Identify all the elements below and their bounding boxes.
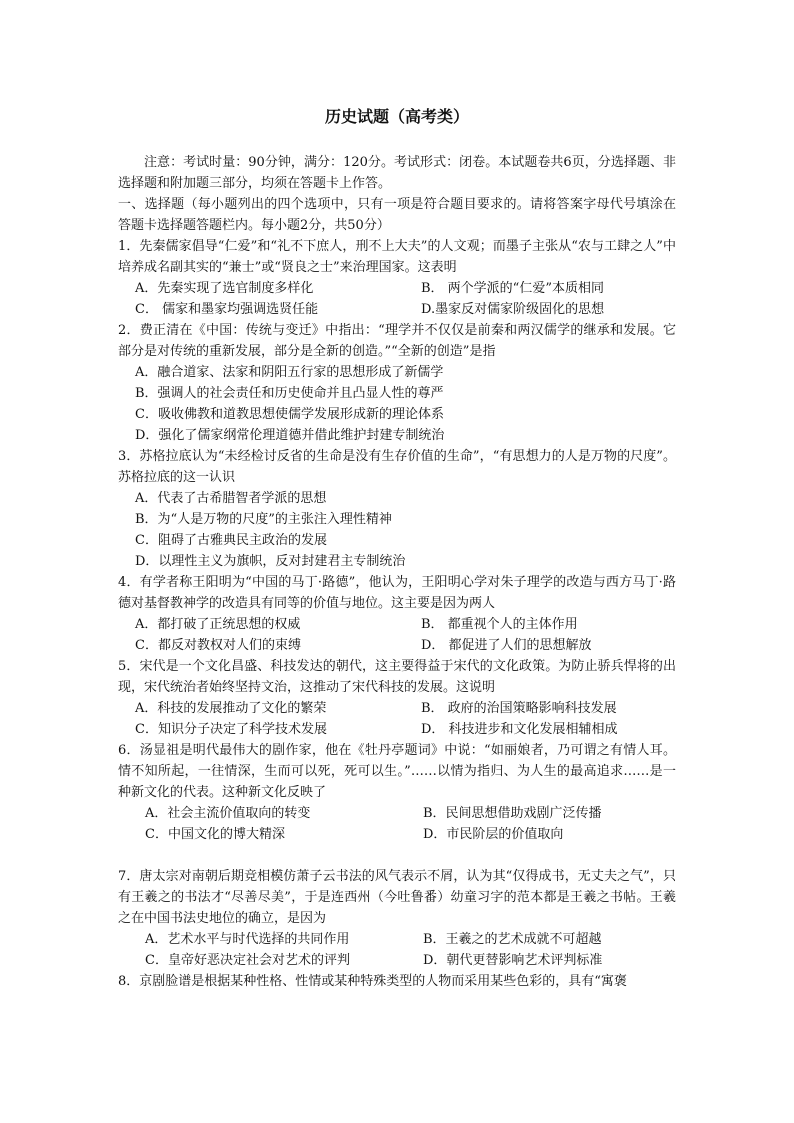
option-a: A．科技的发展推动了文化的繁荣 — [135, 701, 327, 716]
option-b: B． 政府的治国策略影响科技发展 — [421, 701, 617, 716]
option-row — [118, 635, 676, 656]
option-row — [118, 698, 676, 719]
option-c: C．中国文化的博大精深 — [145, 827, 285, 842]
option-row — [118, 278, 676, 299]
option-c: C． 儒家和墨家均强调选贤任能 — [135, 302, 319, 317]
option-a: A．艺术水平与时代选择的共同作用 — [145, 932, 350, 947]
option-c: C．都反对教权对人们的束缚 — [135, 638, 301, 653]
question-stem: 5．宋代是一个文化昌盛、科技发达的朝代，这主要得益于宋代的文化政策。为防止骄兵悍将的出现，宋代统治者始终坚持文治，这推动了宋代科技的发展。这说明 — [118, 659, 676, 695]
option-b: B．强调人的社会责任和历史使命并且凸显人性的尊严 — [135, 386, 444, 401]
question-stem: 7．唐太宗对南朝后期竞相模仿萧子云书法的风气表示不屑，认为其“仅得成书，无丈夫之气”，只有王羲之的书法才“尽善尽美”，于是连西州（今吐鲁番）幼童习字的范本都是王羲之书帖。王羲之在中国书法史地位的确立，是因为 — [118, 869, 676, 926]
option-b: B． 都重视个人的主体作用 — [421, 617, 578, 632]
option-d: D． 科技进步和文化发展相辅相成 — [421, 722, 618, 737]
option-a: A．融合道家、法家和阴阳五行家的思想形成了新儒学 — [135, 365, 444, 380]
exam-notice: 注意：考试时量：90分钟，满分：120分。考试形式：闭卷。本试题卷共6页，分选择题、非选择题和附加题三部分，均须在答题卡上作答。 — [118, 155, 676, 191]
option-row — [118, 950, 676, 971]
question-8 — [118, 971, 676, 992]
blank-line — [118, 845, 676, 866]
option-d: D．朝代更替影响艺术评判标准 — [423, 953, 603, 968]
option-d: D．市民阶层的价值取向 — [423, 827, 564, 842]
question-6 — [118, 740, 676, 845]
option-b: B．王羲之的艺术成就不可超越 — [423, 932, 602, 947]
option-d: D.墨家反对儒家阶级固化的思想 — [421, 302, 605, 317]
option-a: A．先秦实现了选官制度多样化 — [135, 281, 314, 296]
question-4 — [118, 572, 676, 656]
option-d: D．以理性主义为旗帜，反对封建君主专制统治 — [135, 554, 406, 569]
option-a: A．代表了古希腊智者学派的思想 — [135, 491, 327, 506]
question-2 — [118, 320, 676, 446]
question-stem: 8．京剧脸谱是根据某种性格、性情或某种特殊类型的人物而采用某些色彩的，具有“寓褒 — [118, 974, 627, 989]
option-a: A．社会主流价值取向的转变 — [145, 806, 311, 821]
option-c: C．知识分子决定了科学技术发展 — [135, 722, 327, 737]
option-row — [118, 299, 676, 320]
option-c: C．吸收佛教和道教思想使儒学发展形成新的理论体系 — [135, 407, 444, 422]
question-5 — [118, 656, 676, 740]
option-b: B．为“人是万物的尺度”的主张注入理性精神 — [135, 512, 392, 527]
question-7 — [118, 866, 676, 971]
option-c: C．阻碍了古雅典民主政治的发展 — [135, 533, 327, 548]
option-row — [118, 803, 676, 824]
option-b: B．民间思想借助戏剧广泛传播 — [423, 806, 602, 821]
option-c: C．皇帝好恶决定社会对艺术的评判 — [145, 953, 350, 968]
section-heading: 一、选择题（每小题列出的四个选项中，只有一项是符合题目要求的。请将答案字母代号填涂在答题卡选择题答题栏内。每小题2分，共50分） — [118, 197, 676, 233]
option-d: D． 都促进了人们的思想解放 — [421, 638, 592, 653]
option-row — [118, 824, 676, 845]
question-stem: 4．有学者称王阳明为“中国的马丁·路德”，他认为，王阳明心学对朱子理学的改造与西方马丁·路德对基督教神学的改造具有同等的价值与地位。这主要是因为两人 — [118, 575, 676, 611]
option-row — [118, 929, 676, 950]
question-stem: 2．费正清在《中国：传统与变迁》中指出：“理学并不仅仅是前秦和两汉儒学的继承和发展。它部分是对传统的重新发展，部分是全新的创造。”“全新的创造”是指 — [118, 323, 676, 359]
option-a: A．都打破了正统思想的权威 — [135, 617, 301, 632]
question-stem: 6．汤显祖是明代最伟大的剧作家，他在《牡丹亭题词》中说：“如丽娘者，乃可谓之有情人耳。情不知所起，一往情深，生而可以死，死可以生。”……以情为指归、为人生的最高追求……是一种新文化的代表。这种新文化反映了 — [118, 743, 676, 800]
option-row — [118, 614, 676, 635]
question-stem: 3．苏格拉底认为“未经检讨反省的生命是没有生存价值的生命”，“有思想力的人是万物的尺度”。苏格拉底的这一认识 — [118, 449, 676, 485]
question-stem: 1．先秦儒家倡导“仁爱”和“礼不下庶人，刑不上大夫”的人文观；而墨子主张从“农与工肆之人”中培养成名副其实的“兼士”或“贤良之士”来治理国家。这表明 — [118, 239, 676, 275]
option-row — [118, 719, 676, 740]
question-1 — [118, 236, 676, 320]
option-d: D．强化了儒家纲常伦理道德并借此维护封建专制统治 — [135, 428, 445, 443]
exam-title: 历史试题（高考类） — [324, 107, 469, 126]
option-b: B． 两个学派的“仁爱”本质相同 — [421, 281, 604, 296]
exam-content — [118, 152, 676, 992]
question-3 — [118, 446, 676, 572]
